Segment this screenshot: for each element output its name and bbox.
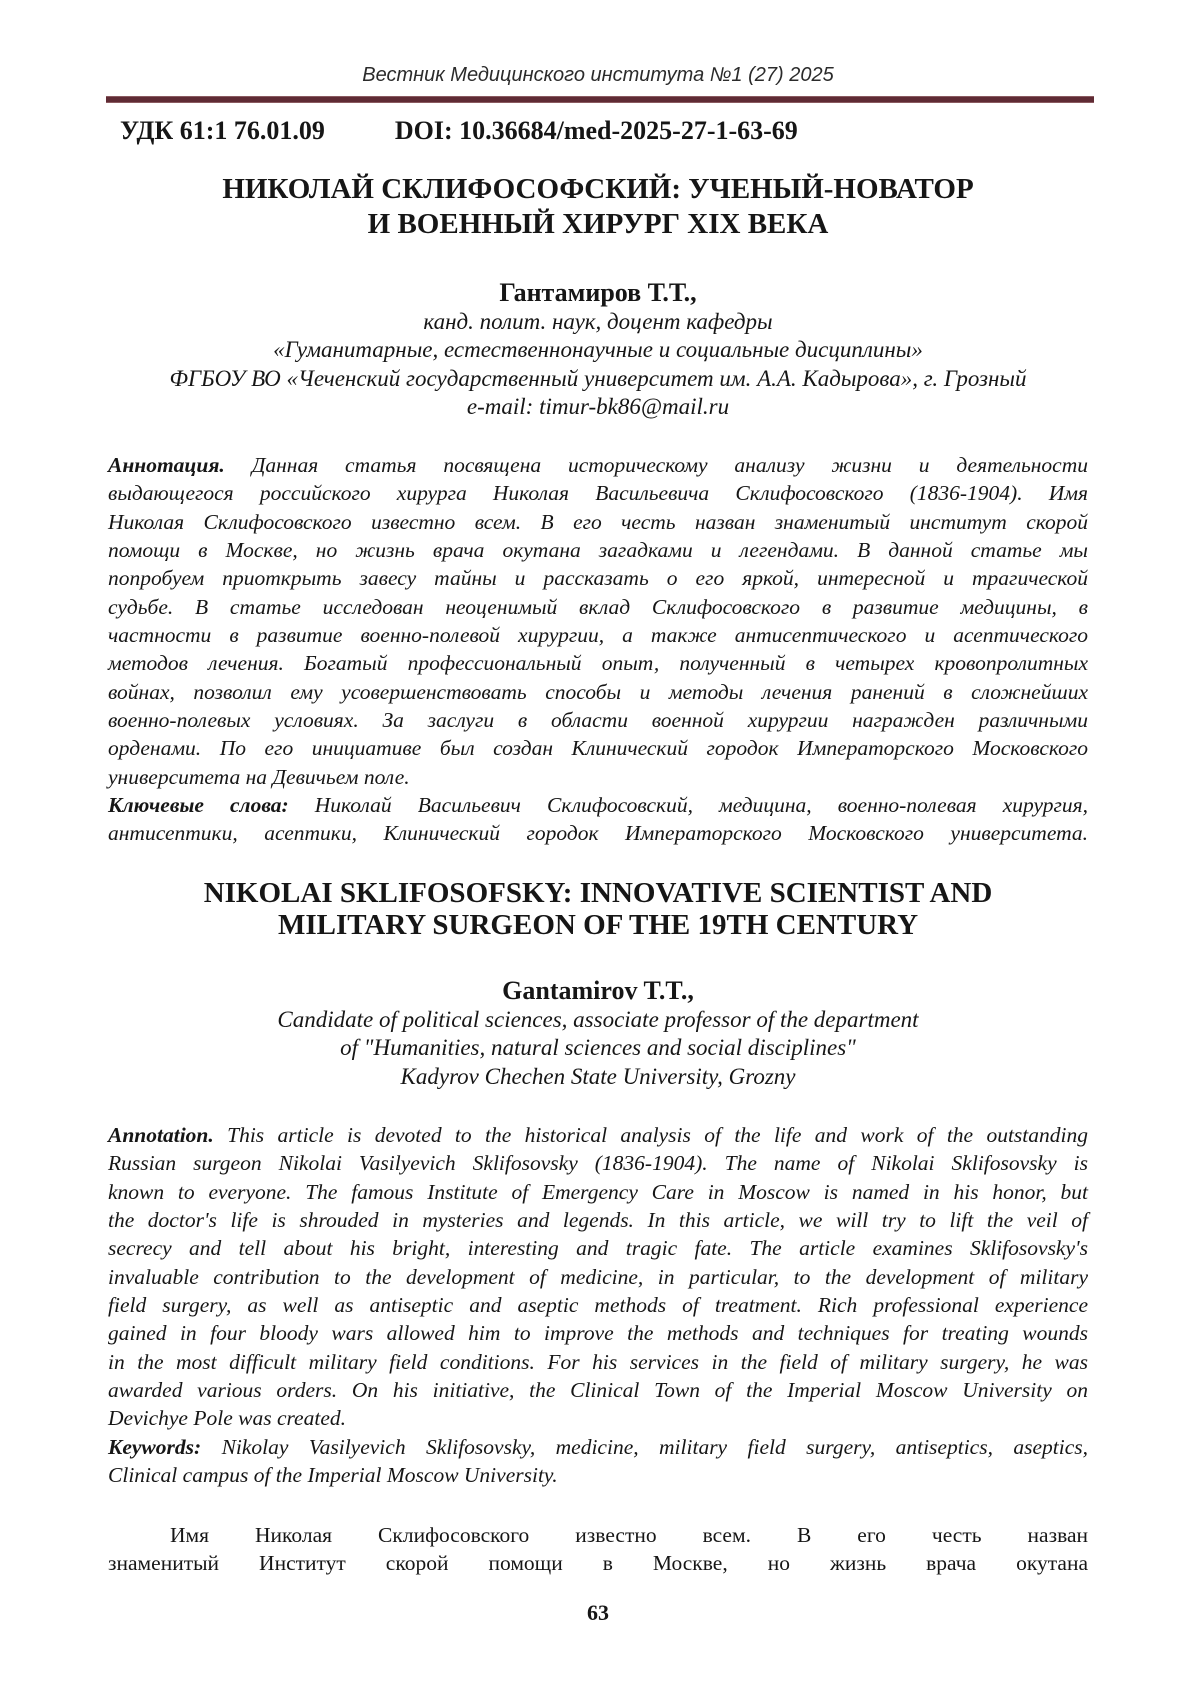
abstract-ru-line: орденами. По его инициативе был создан Клинический городок Императорского Московского <box>108 736 1088 761</box>
abstract-ru-line: попробуем приоткрыть завесу тайны и рассказать о его яркой, интересной и трагической <box>108 566 1088 591</box>
body-line: знаменитый Институт скорой помощи в Москве, но жизнь врача окутана <box>108 1551 1088 1576</box>
article-title-ru <box>108 172 1088 242</box>
author-department-ru: «Гуманитарные, естественнонаучные и социальные дисциплины» <box>273 337 923 363</box>
author-name-en: Gantamirov T.T., <box>502 976 694 1005</box>
header-rule <box>106 96 1094 103</box>
annotation-en-line: in the most difficult military field conditions. For his services in the field of military surgery, he was <box>108 1349 1088 1374</box>
annotation-en-line: known to everyone. The famous Institute of Emergency Care in Moscow is named in his honor, but <box>108 1179 1088 1204</box>
page-number: 63 <box>587 1600 609 1625</box>
abstract-ru-line: помощи в Москве, но жизнь врача окутана загадками и легендами. В данной статье мы <box>108 538 1088 563</box>
abstract-ru-line: военно-полевых условиях. За заслуги в области военной хирургии награжден различными <box>108 708 1088 733</box>
annotation-en-line: Russian surgeon Nikolai Vasilyevich Sklifosovsky (1836-1904). The name of Nikolai Sklifosovsky is <box>108 1151 1088 1176</box>
annotation-en-line: gained in four bloody wars allowed him to improve the methods and techniques for treating wounds <box>108 1321 1088 1346</box>
article-title-en-line: MILITARY SURGEON OF THE 19TH CENTURY <box>277 909 919 941</box>
author-block-en <box>108 976 1088 1091</box>
journal-header: Вестник Медицинского института №1 (27) 2025 <box>362 64 834 86</box>
keywords-ru-line: Ключевые слова: Николай Васильевич Склифосовский, медицина, военно-полевая хирургия, <box>108 793 1089 818</box>
annotation-en-line: the doctor's life is shrouded in mysteries and legends. In this article, we will try to lift the veil of <box>108 1208 1088 1233</box>
author-degree-ru: канд. полит. наук, доцент кафедры <box>423 309 773 334</box>
annotation-en-label: Annotation. <box>108 1123 214 1147</box>
article-body <box>108 1521 1088 1578</box>
abstract-ru-line: методов лечения. Богатый профессиональный опыт, полученный в четырех кровопролитных <box>108 651 1088 676</box>
abstract-ru-line: выдающегося российского хирурга Николая Васильевича Склифосовского (1836-1904). Имя <box>108 481 1088 506</box>
abstract-ru <box>108 451 1088 848</box>
body-line: Имя Николая Склифосовского известно всем. В его честь назван <box>170 1523 1088 1547</box>
annotation-en-line: field surgery, as well as antiseptic and aseptic methods of treatment. Rich professional experience <box>108 1293 1088 1318</box>
author-degree-en: Candidate of political sciences, associate professor of the department <box>277 1007 919 1032</box>
abstract-ru-line: Аннотация. Данная статья посвящена историческому анализу жизни и деятельности <box>108 453 1089 477</box>
keywords-en-line: Keywords: Nikolay Vasilyevich Sklifosovsky, medicine, military field surgery, antiseptics, aseptics, <box>108 1434 1088 1459</box>
keywords-ru-label: Ключевые слова: <box>108 793 289 818</box>
article-title-ru-line: И ВОЕННЫЙ ХИРУРГ XIX ВЕКА <box>367 208 829 240</box>
article-title-en-line: NIKOLAI SKLIFOSOFSKY: INNOVATIVE SCIENTIST AND <box>203 877 993 909</box>
author-department-en: of "Humanities, natural sciences and social disciplines" <box>340 1035 856 1061</box>
annotation-en <box>108 1121 1088 1489</box>
article-title-ru-line: НИКОЛАЙ СКЛИФОСОФСКИЙ: УЧЕНЫЙ-НОВАТОР <box>222 173 974 205</box>
author-name-ru: Гантамиров Т.Т., <box>499 278 697 307</box>
annotation-en-line: Devichye Pole was created. <box>108 1406 346 1431</box>
annotation-en-line: invaluable contribution to the development of medicine, in particular, to the development of military <box>108 1264 1088 1289</box>
udk-doi-row <box>108 116 1088 146</box>
abstract-ru-label: Аннотация. <box>108 453 225 477</box>
keywords-en-label: Keywords: <box>108 1434 202 1459</box>
keywords-en-line: Clinical campus of the Imperial Moscow University. <box>108 1463 558 1488</box>
author-email: e-mail: timur-bk86@mail.ru <box>466 394 730 420</box>
abstract-ru-line: университета на Девичьем поле. <box>108 764 410 789</box>
annotation-en-line: Annotation. This article is devoted to the historical analysis of the life and work of the outstanding <box>108 1123 1088 1147</box>
abstract-ru-line: судьбе. В статье исследован неоценимый вклад Склифосовского в развитие медицины, в <box>108 594 1088 619</box>
author-block-ru <box>108 278 1088 422</box>
author-university-en: Kadyrov Chechen State University, Grozny <box>400 1063 796 1089</box>
abstract-ru-line: войнах, позволил ему усовершенствовать способы и методы лечения ранений в сложнейших <box>108 679 1088 704</box>
abstract-ru-line: частности в развитие военно-полевой хирургии, а также антисептического и асептического <box>108 623 1088 648</box>
article-title-en <box>108 877 1088 941</box>
udk-code: УДК 61:1 76.01.09 <box>120 116 325 145</box>
doi-code: DOI: 10.36684/med-2025-27-1-63-69 <box>394 116 798 145</box>
annotation-en-line: awarded various orders. On his initiative, the Clinical Town of the Imperial Moscow University on <box>108 1378 1088 1403</box>
keywords-ru-line: антисептики, асептики, Клинический городок Императорского Московского университета. <box>108 821 1088 846</box>
abstract-ru-line: Николая Склифосовского известно всем. В его честь назван знаменитый институт скорой <box>108 509 1088 534</box>
author-university-ru: ФГБОУ ВО «Чеченский государственный университет им. А.А. Кадырова», г. Грозный <box>169 365 1027 391</box>
annotation-en-line: secrecy and tell about his bright, interesting and tragic fate. The article examines Sklifosovsky's <box>108 1236 1088 1261</box>
